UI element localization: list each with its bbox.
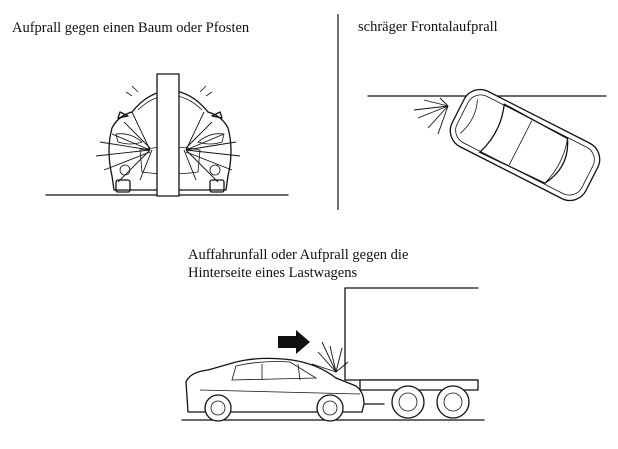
caption-rear-end-line1: Auffahrunfall oder Aufprall gegen die [188, 247, 409, 263]
direction-arrow [278, 330, 310, 354]
caption-tree-pole: Aufprall gegen einen Baum oder Pfosten [12, 20, 250, 36]
caption-rear-end-line2: Hinterseite eines Lastwagens [188, 265, 358, 281]
caption-oblique-frontal: schräger Frontalaufprall [358, 19, 498, 35]
truck [345, 288, 478, 418]
